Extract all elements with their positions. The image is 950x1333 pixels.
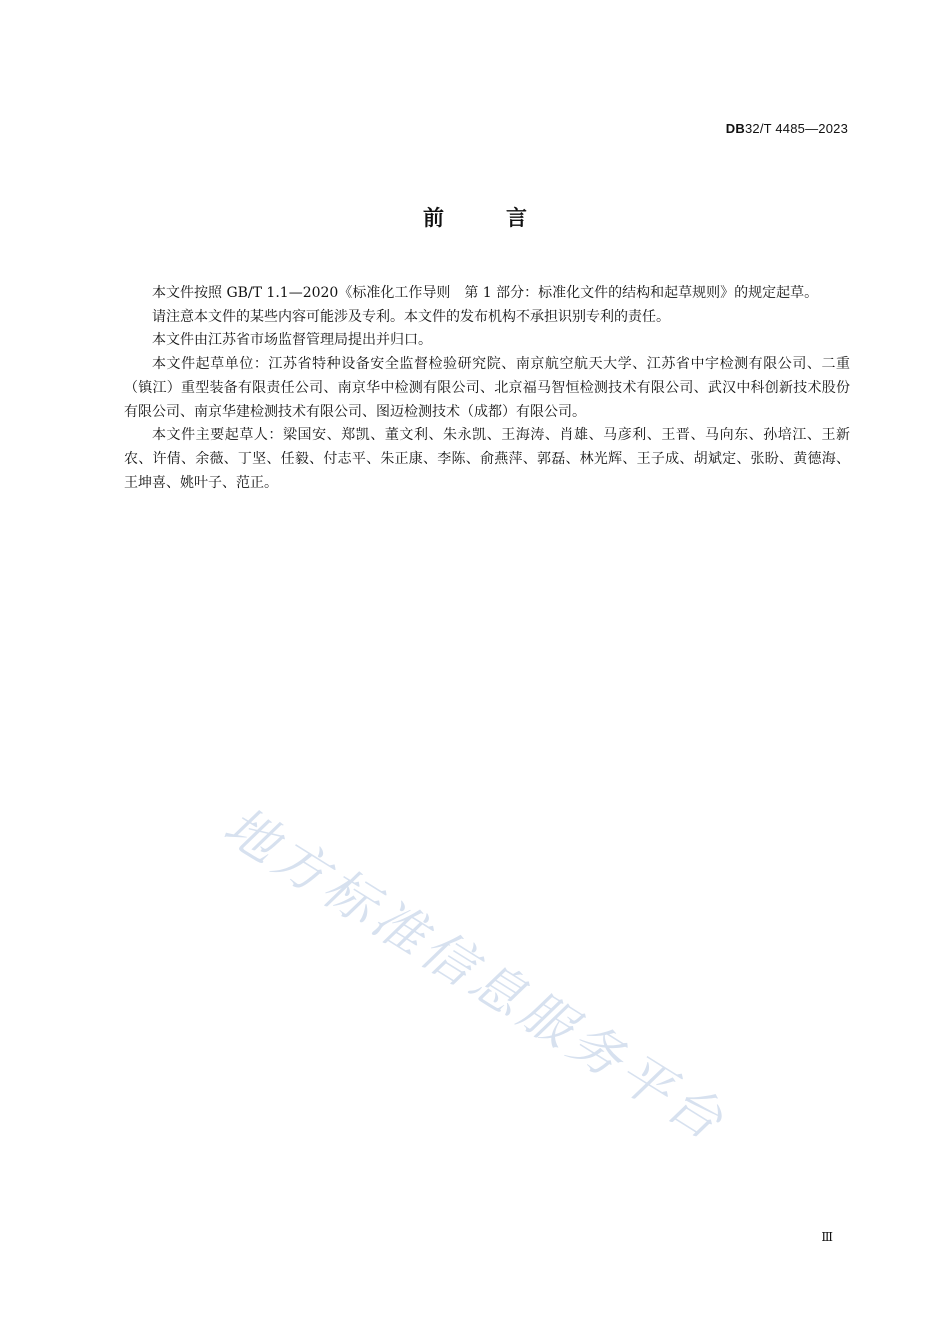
document-code-number: 32/T 4485—2023 — [744, 121, 848, 136]
paragraph-patent-notice: 请注意本文件的某些内容可能涉及专利。本文件的发布机构不承担识别专利的责任。 — [152, 308, 670, 325]
document-code-prefix: DB — [725, 121, 745, 136]
paragraph-drafters: 本文件主要起草人：梁国安、郑凯、董文利、朱永凯、王海涛、肖雄、马彦利、王晋、马向东、孙培江、王新农、许倩、余薇、丁坚、任毅、付志平、朱正康、李陈、俞燕萍、郭磊、林光辉、王子成、胡斌定、张盼、黄德海、王坤喜、姚叶子、范正。 — [124, 427, 850, 491]
section-title: 前言 — [423, 206, 589, 230]
watermark: 地方标准信息服务平台 — [213, 796, 737, 1155]
page-number: Ⅲ — [821, 1230, 833, 1244]
paragraph-proposer: 本文件由江苏省市场监督管理局提出并归口。 — [152, 332, 432, 349]
paragraph-drafting-units: 本文件起草单位：江苏省特种设备安全监督检验研究院、南京航空航天大学、江苏省中宇检测有限公司、二重（镇江）重型装备有限责任公司、南京华中检测有限公司、北京福马智恒检测技术有限公司、武汉中科创新技术股份有限公司、南京华建检测技术有限公司、图迈检测技术（成都）有限公司。 — [124, 356, 850, 420]
paragraph-drafting-basis: 本文件按照 GB/T 1.1—2020《标准化工作导则 第 1 部分：标准化文件的结构和起草规则》的规定起草。 — [152, 285, 819, 301]
foreword-body — [124, 282, 850, 495]
document-code — [726, 121, 848, 136]
